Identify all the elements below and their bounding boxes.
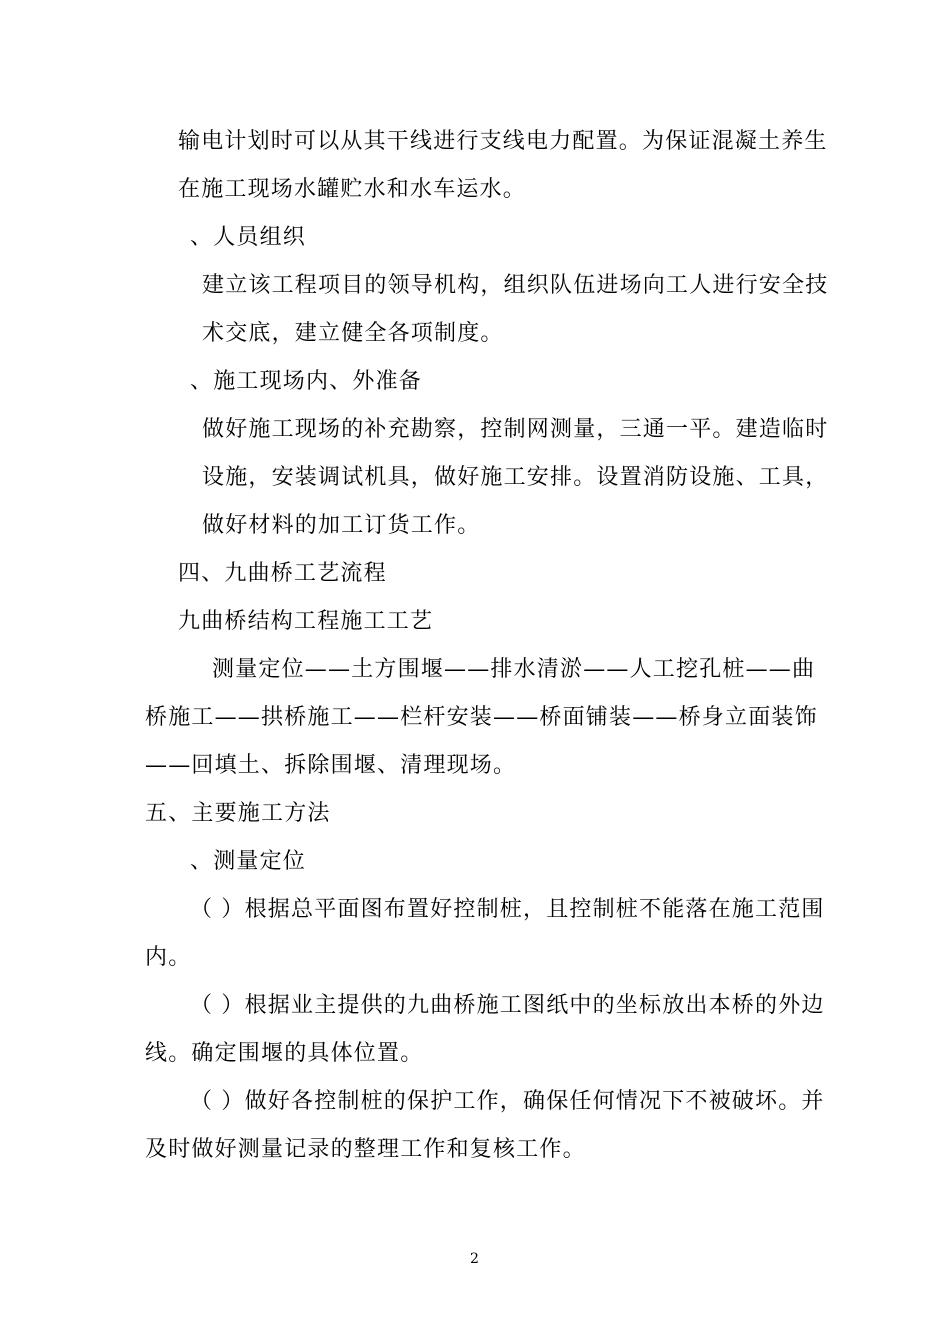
section-heading: 、施工现场内、外准备 <box>190 369 423 394</box>
chapter-heading: 四、九曲桥工艺流程 <box>178 561 387 586</box>
text-line: 建立该工程项目的领导机构，组织队伍进场向工人进行安全技 <box>202 273 829 298</box>
chapter-heading: 五、主要施工方法 <box>145 801 331 826</box>
text-line: 线。确定围堰的具体位置。 <box>145 1041 424 1066</box>
text-line: 及时做好测量记录的整理工作和复核工作。 <box>145 1137 586 1162</box>
text-line: 在施工现场水罐贮水和水车运水。 <box>178 177 527 202</box>
page-number: 2 <box>470 1251 479 1267</box>
text-line: 测量定位——土方围堰——排水清淤——人工挖孔桩——曲 <box>212 657 816 682</box>
text-line: （ ）做好各控制桩的保护工作，确保任何情况下不被破坏。并 <box>190 1089 825 1114</box>
section-heading: 、测量定位 <box>190 849 307 874</box>
text-line: 做好施工现场的补充勘察，控制网测量，三通一平。建造临时 <box>202 417 829 442</box>
text-line: （ ）根据业主提供的九曲桥施工图纸中的坐标放出本桥的外边 <box>190 993 825 1018</box>
text-line: 桥施工——拱桥施工——栏杆安装——桥面铺装——桥身立面装饰 <box>145 705 818 730</box>
text-line: 输电计划时可以从其干线进行支线电力配置。为保证混凝土养生 <box>178 129 828 154</box>
text-line: （ ）根据总平面图布置好控制桩，且控制桩不能落在施工范围 <box>190 897 825 922</box>
subheading: 九曲桥结构工程施工工艺 <box>178 609 434 634</box>
text-line: 内。 <box>145 945 192 970</box>
text-line: 做好材料的加工订货工作。 <box>202 513 481 538</box>
text-line: ——回填土、拆除围堰、清理现场。 <box>145 753 517 778</box>
text-line: 设施，安装调试机具，做好施工安排。设置消防设施、工具， <box>202 465 829 490</box>
text-line: 术交底，建立健全各项制度。 <box>202 321 504 346</box>
section-heading: 、人员组织 <box>190 225 307 250</box>
